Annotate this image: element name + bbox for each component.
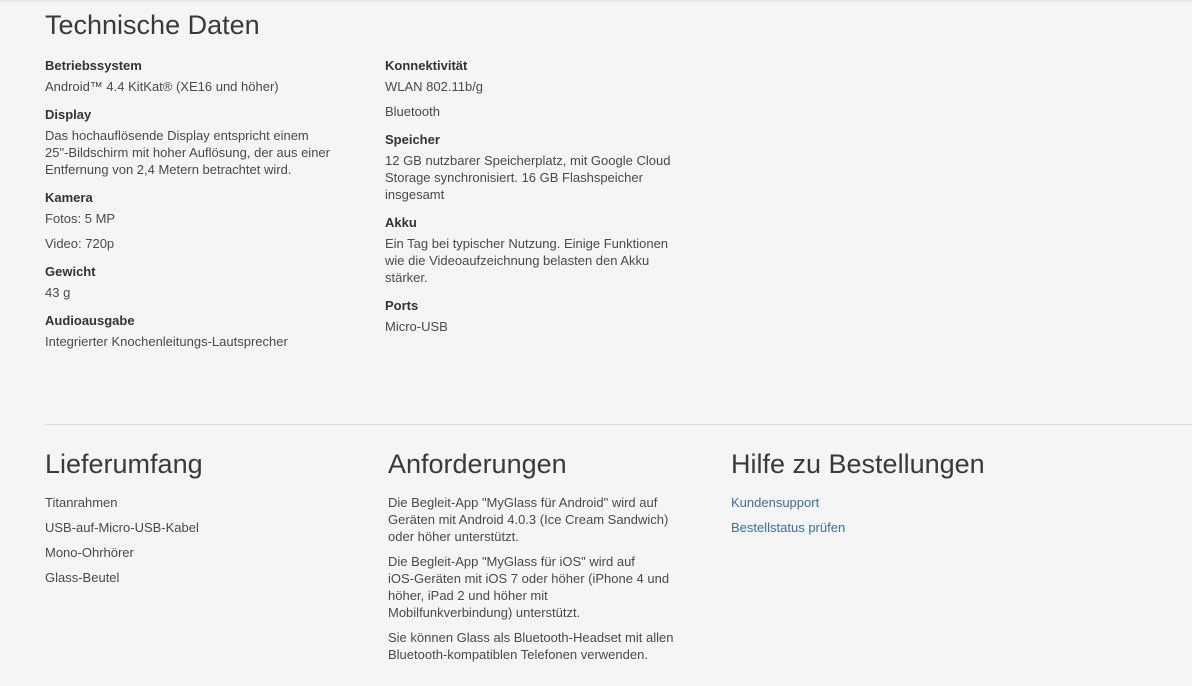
requirement-line: Mobilfunkverbindung) unterstützt. bbox=[388, 605, 581, 620]
requirement-android bbox=[388, 494, 708, 545]
spec-audio bbox=[45, 312, 365, 350]
requirement-line: Die Begleit-App "MyGlass für Android" wird auf bbox=[388, 495, 658, 510]
spec-label: Akku bbox=[385, 215, 417, 230]
requirement-line: Die Begleit-App "MyGlass für iOS" wird auf bbox=[388, 554, 635, 569]
spec-value-line: Entfernung von 2,4 Metern betrachtet wird. bbox=[45, 162, 292, 177]
spec-value-line: 12 GB nutzbarer Speicherplatz, mit Google Cloud bbox=[385, 153, 671, 168]
spec-value-line: Ein Tag bei typischer Nutzung. Einige Funktionen bbox=[385, 236, 669, 251]
requirement-line: iOS-Geräten mit iOS 7 oder höher (iPhone 4 und bbox=[388, 571, 670, 586]
spec-value: Integrierter Knochenleitungs-Lautsprecher bbox=[45, 334, 288, 349]
list-item: Glass-Beutel bbox=[45, 570, 120, 585]
requirement-line: Geräten mit Android 4.0.3 (Ice Cream Sandwich) bbox=[388, 512, 669, 527]
spec-label: Display bbox=[45, 107, 92, 122]
top-border bbox=[0, 0, 1192, 2]
list-item: Titanrahmen bbox=[45, 495, 118, 510]
spec-battery bbox=[385, 214, 705, 286]
spec-value-line: Storage synchronisiert. 16 GB Flashspeicher bbox=[385, 170, 643, 185]
requirement-line: höher, iPad 2 und höher mit bbox=[388, 588, 548, 603]
spec-weight bbox=[45, 263, 365, 301]
requirements-list bbox=[388, 494, 708, 671]
tech-specs-right-column bbox=[385, 57, 705, 346]
spec-value-line: wie die Videoaufzeichnung belasten den Akku bbox=[385, 253, 650, 268]
tech-specs-title: Technische Daten bbox=[45, 10, 260, 40]
spec-label: Betriebssystem bbox=[45, 58, 142, 73]
requirement-ios bbox=[388, 553, 708, 621]
spec-camera bbox=[45, 189, 365, 252]
spec-label: Gewicht bbox=[45, 264, 96, 279]
requirement-line: Bluetooth-kompatiblen Telefonen verwenden. bbox=[388, 647, 648, 662]
spec-connectivity bbox=[385, 57, 705, 120]
in-the-box-title: Lieferumfang bbox=[45, 449, 203, 479]
spec-value: Fotos: 5 MP bbox=[45, 211, 116, 226]
order-help-title: Hilfe zu Bestellungen bbox=[731, 449, 985, 479]
spec-ports bbox=[385, 297, 705, 335]
requirement-line: oder höher unterstützt. bbox=[388, 529, 519, 544]
requirements-title: Anforderungen bbox=[388, 449, 567, 479]
requirement-line: Sie können Glass als Bluetooth-Headset mit allen bbox=[388, 630, 674, 645]
spec-display bbox=[45, 106, 365, 178]
spec-value: Micro-USB bbox=[385, 319, 448, 334]
spec-value: WLAN 802.11b/g bbox=[385, 79, 484, 94]
spec-label: Kamera bbox=[45, 190, 93, 205]
spec-value-line: stärker. bbox=[385, 270, 428, 285]
section-divider bbox=[45, 424, 1192, 425]
spec-os bbox=[45, 57, 365, 95]
order-help-links bbox=[731, 494, 1051, 544]
list-item: Mono-Ohrhörer bbox=[45, 545, 134, 560]
tech-specs-left-column bbox=[45, 57, 365, 361]
requirement-bluetooth bbox=[388, 629, 708, 663]
spec-value: 43 g bbox=[45, 285, 71, 300]
spec-label: Konnektivität bbox=[385, 58, 468, 73]
spec-label: Ports bbox=[385, 298, 419, 313]
list-item: USB-auf-Micro-USB-Kabel bbox=[45, 520, 199, 535]
spec-label: Speicher bbox=[385, 132, 440, 147]
spec-label: Audioausgabe bbox=[45, 313, 135, 328]
spec-storage bbox=[385, 131, 705, 203]
spec-value-line: insgesamt bbox=[385, 187, 445, 202]
spec-value-line: 25"-Bildschirm mit hoher Auflösung, der aus einer bbox=[45, 145, 330, 160]
spec-value-line: Das hochauflösende Display entspricht einem bbox=[45, 128, 309, 143]
spec-value: Video: 720p bbox=[45, 236, 115, 251]
spec-value: Android™ 4.4 KitKat® (XE16 und höher) bbox=[45, 79, 279, 94]
customer-support-link[interactable]: Kundensupport bbox=[731, 495, 820, 510]
order-status-link[interactable]: Bestellstatus prüfen bbox=[731, 520, 846, 535]
spec-value: Bluetooth bbox=[385, 104, 440, 119]
in-the-box-list bbox=[45, 494, 365, 594]
